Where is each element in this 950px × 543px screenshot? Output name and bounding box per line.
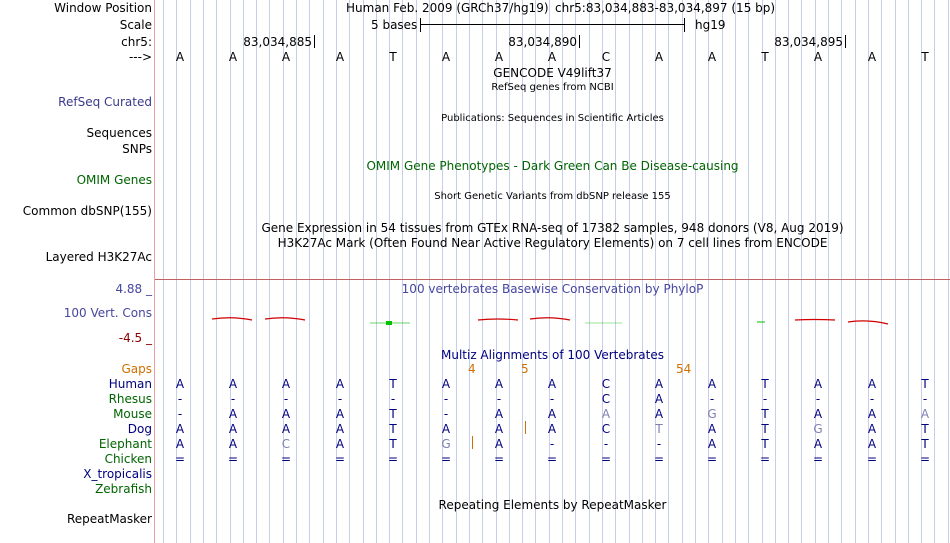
- alignment-base: A: [707, 422, 717, 436]
- alignment-base: A: [441, 377, 451, 391]
- alignment-base: T: [761, 422, 769, 436]
- assembly-title: Human Feb. 2009 (GRCh37/hg19): [346, 1, 549, 15]
- alignment-base: A: [601, 407, 611, 421]
- alignment-base: =: [866, 452, 878, 466]
- chrom-label: chr5:: [121, 35, 152, 49]
- omim-label[interactable]: OMIM Genes: [76, 173, 152, 187]
- reference-base: A: [813, 50, 823, 64]
- scale-value: 5 bases: [371, 18, 418, 32]
- alignment-base: -: [390, 392, 396, 406]
- species-label[interactable]: Human: [108, 377, 152, 391]
- alignment-base: T: [389, 422, 397, 436]
- alignment-base: A: [813, 407, 823, 421]
- reference-base: A: [654, 50, 664, 64]
- phylop-title: 100 vertebrates Basewise Conservation by PhyloP: [401, 282, 704, 296]
- alignment-base: C: [601, 422, 611, 436]
- alignment-base: A: [281, 377, 291, 391]
- alignment-base: A: [335, 437, 345, 451]
- alignment-base: A: [654, 377, 664, 391]
- alignment-base: -: [283, 392, 289, 406]
- reference-base: A: [547, 50, 557, 64]
- refseq-subtitle: RefSeq genes from NCBI: [491, 82, 614, 93]
- alignment-base: =: [759, 452, 771, 466]
- alignment-base: =: [600, 452, 612, 466]
- cons-peak-6: [848, 321, 888, 324]
- alignment-base: -: [762, 392, 768, 406]
- repeatmasker-title: Repeating Elements by RepeatMasker: [438, 498, 667, 512]
- alignment-base: -: [177, 407, 183, 421]
- scale-label: Scale: [119, 18, 152, 32]
- phylop-max: 4.88 _: [115, 282, 152, 296]
- alignment-base: =: [546, 452, 558, 466]
- alignment-base: A: [281, 407, 291, 421]
- gtex-title: Gene Expression in 54 tissues from GTEx RNA-seq of 17382 samples, 948 donors (V8, Aug 2019): [261, 221, 844, 235]
- reference-base: A: [494, 50, 504, 64]
- alignment-base: A: [707, 437, 717, 451]
- species-label[interactable]: Zebrafish: [95, 482, 152, 496]
- alignment-base: A: [175, 422, 185, 436]
- gap-count-2: 5: [521, 362, 529, 376]
- reference-base: T: [921, 50, 929, 64]
- alignment-base: A: [228, 377, 238, 391]
- alignment-base: -: [869, 392, 875, 406]
- alignment-base: A: [920, 407, 930, 421]
- insertion-marker-elephant: [472, 436, 473, 449]
- species-label[interactable]: X_tropicalis: [83, 467, 152, 481]
- cons-peak-2: [265, 318, 305, 320]
- reference-base: A: [441, 50, 451, 64]
- reference-base: C: [601, 50, 611, 64]
- alignment-base: =: [919, 452, 931, 466]
- alignment-base: C: [601, 377, 611, 391]
- alignment-base: -: [549, 392, 555, 406]
- repeatmasker-label[interactable]: RepeatMasker: [66, 512, 152, 526]
- alignment-base: -: [443, 407, 449, 421]
- alignment-base: A: [654, 407, 664, 421]
- gap-count-3: 54: [676, 362, 692, 376]
- alignment-base: =: [653, 452, 665, 466]
- alignment-base: -: [443, 392, 449, 406]
- cons-peak-1: [212, 318, 252, 320]
- alignment-base: A: [547, 422, 557, 436]
- alignment-base: T: [389, 377, 397, 391]
- alignment-base: A: [441, 422, 451, 436]
- alignment-base: A: [867, 407, 877, 421]
- alignment-base: A: [867, 377, 877, 391]
- alignment-base: =: [440, 452, 452, 466]
- gaps-label: Gaps: [121, 362, 152, 376]
- alignment-base: A: [707, 377, 717, 391]
- reference-base: A: [335, 50, 345, 64]
- alignment-base: A: [228, 407, 238, 421]
- reference-base: A: [867, 50, 877, 64]
- omim-title: OMIM Gene Phenotypes - Dark Green Can Be Disease-causing: [366, 159, 739, 173]
- alignment-base: -: [230, 392, 236, 406]
- alignment-base: A: [494, 377, 504, 391]
- alignment-base: -: [337, 392, 343, 406]
- alignment-base: -: [549, 437, 555, 451]
- species-label[interactable]: Rhesus: [108, 392, 152, 406]
- alignment-base: G: [813, 422, 823, 436]
- alignment-base: =: [387, 452, 399, 466]
- alignment-base: A: [228, 437, 238, 451]
- h3k27ac-title: H3K27Ac Mark (Often Found Near Active Regulatory Elements) on 7 cell lines from ENCODE: [277, 236, 828, 250]
- scale-db: hg19: [695, 18, 726, 32]
- refseq-label[interactable]: RefSeq Curated: [58, 95, 152, 109]
- alignment-base: A: [228, 422, 238, 436]
- alignment-base: -: [815, 392, 821, 406]
- h3k27ac-label[interactable]: Layered H3K27Ac: [45, 250, 152, 264]
- species-label[interactable]: Mouse: [113, 407, 152, 421]
- alignment-base: A: [813, 437, 823, 451]
- alignment-base: C: [281, 437, 291, 451]
- reference-base: T: [389, 50, 397, 64]
- publications-title: Publications: Sequences in Scientific Articles: [441, 113, 664, 124]
- alignment-base: A: [813, 377, 823, 391]
- alignment-base: A: [335, 377, 345, 391]
- dbsnp-title: Short Genetic Variants from dbSNP release 155: [434, 191, 671, 202]
- alignment-base: =: [493, 452, 505, 466]
- cons-peak-5: [795, 320, 835, 321]
- cons-block: [386, 321, 392, 325]
- snps-label[interactable]: SNPs: [122, 142, 152, 156]
- alignment-base: T: [389, 407, 397, 421]
- insertion-marker-dog: [525, 421, 526, 434]
- reference-base: A: [281, 50, 291, 64]
- alignment-base: T: [921, 377, 929, 391]
- phylop-min: -4.5 _: [118, 331, 152, 345]
- alignment-base: A: [547, 407, 557, 421]
- gap-count-1: 4: [468, 362, 476, 376]
- phylop-label[interactable]: 100 Vert. Cons: [63, 306, 152, 320]
- alignment-base: A: [494, 437, 504, 451]
- alignment-base: =: [334, 452, 346, 466]
- alignment-base: A: [175, 377, 185, 391]
- alignment-base: -: [603, 437, 609, 451]
- alignment-base: T: [921, 437, 929, 451]
- window-position-label: Window Position: [54, 1, 152, 15]
- reference-base: A: [175, 50, 185, 64]
- alignment-base: A: [654, 392, 664, 406]
- coord-1: 83,034,885: [243, 35, 312, 49]
- reference-base: A: [707, 50, 717, 64]
- coord-2: 83,034,890: [508, 35, 577, 49]
- reference-base: T: [761, 50, 769, 64]
- gencode-title[interactable]: GENCODE V49lift37: [493, 66, 612, 80]
- sequences-label[interactable]: Sequences: [86, 126, 152, 140]
- alignment-base: A: [867, 437, 877, 451]
- alignment-base: =: [280, 452, 292, 466]
- alignment-base: =: [706, 452, 718, 466]
- alignment-base: T: [921, 422, 929, 436]
- alignment-base: A: [335, 407, 345, 421]
- species-label[interactable]: Dog: [127, 422, 152, 436]
- alignment-base: A: [867, 422, 877, 436]
- position-text[interactable]: chr5:83,034,883-83,034,897 (15 bp): [555, 1, 776, 15]
- alignment-base: A: [494, 407, 504, 421]
- alignment-base: A: [494, 422, 504, 436]
- alignment-base: G: [441, 437, 451, 451]
- alignment-base: A: [281, 422, 291, 436]
- alignment-base: T: [655, 422, 663, 436]
- alignment-base: T: [761, 377, 769, 391]
- alignment-base: C: [601, 392, 611, 406]
- alignment-base: A: [175, 437, 185, 451]
- cons-peak-3: [478, 319, 518, 320]
- alignment-base: T: [761, 437, 769, 451]
- cons-peak-4: [530, 318, 570, 320]
- alignment-base: =: [174, 452, 186, 466]
- alignment-base: T: [389, 437, 397, 451]
- strand-label: --->: [128, 50, 152, 64]
- alignment-base: -: [656, 437, 662, 451]
- reference-base: A: [228, 50, 238, 64]
- alignment-base: T: [761, 407, 769, 421]
- alignment-base: -: [496, 392, 502, 406]
- alignment-base: A: [335, 422, 345, 436]
- alignment-base: =: [227, 452, 239, 466]
- multiz-title: Multiz Alignments of 100 Vertebrates: [440, 348, 665, 362]
- alignment-base: G: [707, 407, 717, 421]
- alignment-base: -: [922, 392, 928, 406]
- alignment-base: A: [547, 377, 557, 391]
- dbsnp-label[interactable]: Common dbSNP(155): [22, 204, 152, 218]
- alignment-base: =: [812, 452, 824, 466]
- coord-3: 83,034,895: [774, 35, 843, 49]
- species-label[interactable]: Elephant: [98, 437, 152, 451]
- species-label[interactable]: Chicken: [104, 452, 152, 466]
- alignment-base: -: [177, 392, 183, 406]
- alignment-base: -: [709, 392, 715, 406]
